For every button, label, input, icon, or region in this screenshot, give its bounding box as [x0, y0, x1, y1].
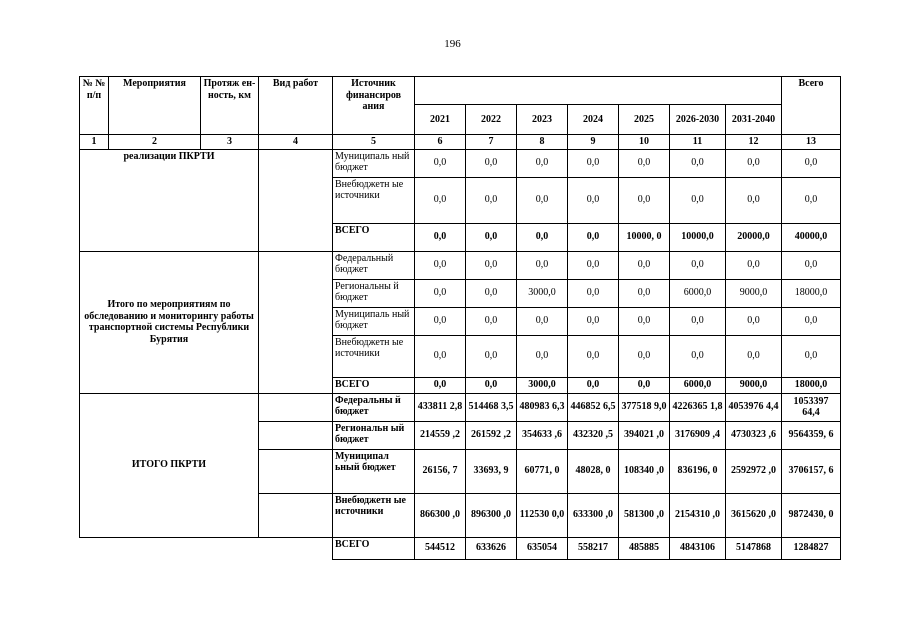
- value-cell: 0,0: [466, 177, 517, 223]
- value-cell: 3176909 ,4: [670, 421, 726, 449]
- column-number: 10: [619, 135, 670, 150]
- works-cell: [259, 421, 333, 449]
- value-cell: 0,0: [466, 307, 517, 335]
- value-cell: 581300 ,0: [619, 493, 670, 537]
- value-cell: 0,0: [517, 307, 568, 335]
- value-cell: 9000,0: [726, 279, 782, 307]
- value-cell: 0,0: [568, 251, 619, 279]
- value-cell: 108340 ,0: [619, 449, 670, 493]
- column-number: 1: [80, 135, 109, 150]
- value-cell: 0,0: [517, 149, 568, 177]
- value-cell: 394021 ,0: [619, 421, 670, 449]
- header-year: 2025: [619, 105, 670, 135]
- value-cell: 2154310 ,0: [670, 493, 726, 537]
- column-number: 8: [517, 135, 568, 150]
- value-cell: 40000,0: [782, 223, 841, 251]
- value-cell: 0,0: [415, 177, 466, 223]
- section-name: реализации ПКРТИ: [80, 149, 259, 251]
- works-cell: [259, 393, 333, 421]
- value-cell: 544512: [415, 537, 466, 559]
- value-cell: 6000,0: [670, 279, 726, 307]
- value-cell: 26156, 7: [415, 449, 466, 493]
- header-total-blank: [782, 105, 841, 135]
- value-cell: 3706157, 6: [782, 449, 841, 493]
- value-cell: 0,0: [466, 279, 517, 307]
- value-cell: 4053976 4,4: [726, 393, 782, 421]
- value-cell: 433811 2,8: [415, 393, 466, 421]
- value-cell: 558217: [568, 537, 619, 559]
- value-cell: 4730323 ,6: [726, 421, 782, 449]
- column-number: 5: [333, 135, 415, 150]
- value-cell: 0,0: [415, 251, 466, 279]
- source-cell: Муниципаль ный бюджет: [333, 307, 415, 335]
- source-cell: Федеральный бюджет: [333, 251, 415, 279]
- header-events: Мероприятия: [109, 77, 201, 135]
- value-cell: 0,0: [466, 149, 517, 177]
- header-source: Источник финансиров ания: [333, 77, 415, 135]
- value-cell: 3615620 ,0: [726, 493, 782, 537]
- value-cell: 9000,0: [726, 377, 782, 393]
- value-cell: 4843106: [670, 537, 726, 559]
- value-cell: 0,0: [670, 149, 726, 177]
- section-row: [80, 393, 841, 421]
- value-cell: 261592 ,2: [466, 421, 517, 449]
- value-cell: 4226365 1,8: [670, 393, 726, 421]
- value-cell: 0,0: [670, 307, 726, 335]
- value-cell: 1284827: [782, 537, 841, 559]
- works-cell: [259, 251, 333, 393]
- value-cell: 0,0: [415, 335, 466, 377]
- header-year: 2024: [568, 105, 619, 135]
- value-cell: 33693, 9: [466, 449, 517, 493]
- value-cell: 0,0: [782, 307, 841, 335]
- column-number: 2: [109, 135, 201, 150]
- value-cell: 866300 ,0: [415, 493, 466, 537]
- section-row: [80, 537, 841, 559]
- value-cell: 633300 ,0: [568, 493, 619, 537]
- value-cell: 0,0: [568, 307, 619, 335]
- value-cell: 0,0: [466, 335, 517, 377]
- section-row: [80, 149, 841, 177]
- source-cell: Федеральны й бюджет: [333, 393, 415, 421]
- value-cell: 1053397 64,4: [782, 393, 841, 421]
- value-cell: 0,0: [670, 335, 726, 377]
- section-name: Итого по мероприятиям по обследованию и мониторингу работы транспортной системы Республики Бурятия: [80, 251, 259, 393]
- value-cell: 0,0: [726, 149, 782, 177]
- value-cell: 432320 ,5: [568, 421, 619, 449]
- column-number: 3: [201, 135, 259, 150]
- value-cell: 633626: [466, 537, 517, 559]
- value-cell: 0,0: [726, 251, 782, 279]
- section-row: [80, 251, 841, 279]
- source-cell: Региональн ый бюджет: [333, 421, 415, 449]
- column-number: 6: [415, 135, 466, 150]
- value-cell: 0,0: [726, 307, 782, 335]
- works-cell: [259, 149, 333, 251]
- column-number: 13: [782, 135, 841, 150]
- value-cell: 0,0: [568, 177, 619, 223]
- column-numbers-row: [80, 135, 841, 150]
- value-cell: 0,0: [726, 335, 782, 377]
- column-number: 9: [568, 135, 619, 150]
- financing-table: [79, 76, 841, 560]
- source-cell: Внебюджетн ые источники: [333, 335, 415, 377]
- value-cell: 0,0: [415, 279, 466, 307]
- value-cell: 0,0: [619, 177, 670, 223]
- value-cell: 112530 0,0: [517, 493, 568, 537]
- value-cell: 0,0: [619, 149, 670, 177]
- value-cell: 0,0: [568, 377, 619, 393]
- source-cell: Внебюджетн ые источники: [333, 493, 415, 537]
- source-cell: ВСЕГО: [333, 537, 415, 559]
- column-number: 7: [466, 135, 517, 150]
- value-cell: 48028, 0: [568, 449, 619, 493]
- header-year: 2023: [517, 105, 568, 135]
- value-cell: 0,0: [782, 251, 841, 279]
- value-cell: 0,0: [517, 177, 568, 223]
- value-cell: 0,0: [415, 307, 466, 335]
- value-cell: 0,0: [568, 279, 619, 307]
- value-cell: 0,0: [782, 335, 841, 377]
- value-cell: 0,0: [782, 177, 841, 223]
- value-cell: 446852 6,5: [568, 393, 619, 421]
- source-cell: ВСЕГО: [333, 223, 415, 251]
- column-number: 11: [670, 135, 726, 150]
- value-cell: 0,0: [466, 251, 517, 279]
- source-cell: Муниципаль ный бюджет: [333, 149, 415, 177]
- value-cell: 0,0: [619, 307, 670, 335]
- works-cell: [259, 449, 333, 493]
- source-cell: ВСЕГО: [333, 377, 415, 393]
- value-cell: 18000,0: [782, 377, 841, 393]
- section-name: ИТОГО ПКРТИ: [80, 393, 259, 537]
- value-cell: 0,0: [619, 335, 670, 377]
- header-year: 2031-2040: [726, 105, 782, 135]
- header-row: [80, 77, 841, 105]
- header-length: Протяж ен- ность, км: [201, 77, 259, 135]
- header-total: Всего: [782, 77, 841, 105]
- value-cell: 896300 ,0: [466, 493, 517, 537]
- value-cell: 480983 6,3: [517, 393, 568, 421]
- value-cell: 2592972 ,0: [726, 449, 782, 493]
- value-cell: 0,0: [670, 251, 726, 279]
- value-cell: 0,0: [466, 223, 517, 251]
- value-cell: 0,0: [568, 223, 619, 251]
- value-cell: 5147868: [726, 537, 782, 559]
- value-cell: 0,0: [415, 223, 466, 251]
- value-cell: 0,0: [568, 335, 619, 377]
- source-cell: Региональны й бюджет: [333, 279, 415, 307]
- value-cell: 0,0: [782, 149, 841, 177]
- header-year: 2021: [415, 105, 466, 135]
- header-num: № № п/п: [80, 77, 109, 135]
- value-cell: 0,0: [619, 251, 670, 279]
- value-cell: 0,0: [517, 251, 568, 279]
- value-cell: 9872430, 0: [782, 493, 841, 537]
- value-cell: 9564359, 6: [782, 421, 841, 449]
- value-cell: 6000,0: [670, 377, 726, 393]
- value-cell: 3000,0: [517, 279, 568, 307]
- value-cell: 0,0: [619, 279, 670, 307]
- value-cell: 836196, 0: [670, 449, 726, 493]
- value-cell: 0,0: [670, 177, 726, 223]
- value-cell: 485885: [619, 537, 670, 559]
- column-number: 4: [259, 135, 333, 150]
- value-cell: 0,0: [466, 377, 517, 393]
- table-body: [80, 77, 841, 560]
- header-year: 2026-2030: [670, 105, 726, 135]
- header-years-span: [415, 77, 782, 105]
- value-cell: 0,0: [619, 377, 670, 393]
- value-cell: 60771, 0: [517, 449, 568, 493]
- value-cell: 10000, 0: [619, 223, 670, 251]
- value-cell: 0,0: [415, 149, 466, 177]
- value-cell: 635054: [517, 537, 568, 559]
- value-cell: 354633 ,6: [517, 421, 568, 449]
- works-cell: [259, 493, 333, 537]
- value-cell: 0,0: [517, 223, 568, 251]
- value-cell: 0,0: [517, 335, 568, 377]
- value-cell: 0,0: [568, 149, 619, 177]
- value-cell: 514468 3,5: [466, 393, 517, 421]
- source-cell: Внебюджетн ые источники: [333, 177, 415, 223]
- value-cell: 18000,0: [782, 279, 841, 307]
- blank-cell: [80, 537, 333, 559]
- header-works: Вид работ: [259, 77, 333, 135]
- value-cell: 377518 9,0: [619, 393, 670, 421]
- value-cell: 10000,0: [670, 223, 726, 251]
- value-cell: 214559 ,2: [415, 421, 466, 449]
- column-number: 12: [726, 135, 782, 150]
- header-year: 2022: [466, 105, 517, 135]
- value-cell: 0,0: [415, 377, 466, 393]
- value-cell: 20000,0: [726, 223, 782, 251]
- value-cell: 0,0: [726, 177, 782, 223]
- source-cell: Муниципал ьный бюджет: [333, 449, 415, 493]
- value-cell: 3000,0: [517, 377, 568, 393]
- page-number: 196: [444, 38, 461, 50]
